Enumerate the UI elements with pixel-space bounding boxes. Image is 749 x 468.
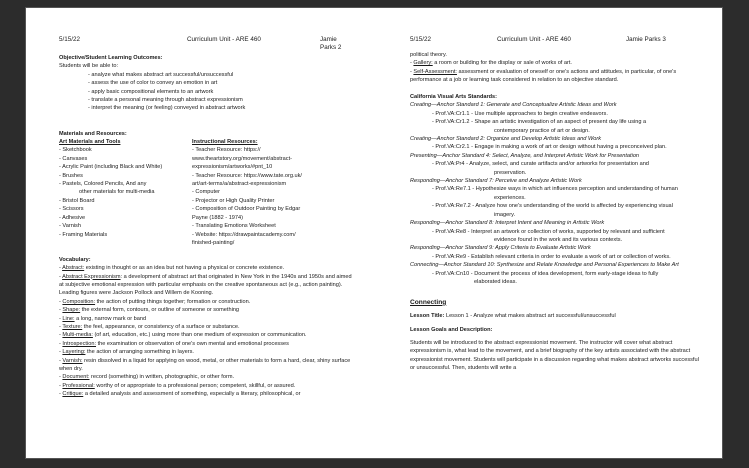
lesson-goals-heading: Lesson Goals and Description: (410, 326, 493, 333)
standard-text-cont: imagery. (494, 211, 516, 218)
objective-item: - analyze what makes abstract art successful/unsuccessful (88, 71, 234, 78)
vocab-item: - Abstract Expressionism: a development of abstract art that originated in New York in the 1940s and 1950s and aimed at subjective emotional expression with particular emphasis on the creative spontaneous act (e.g., action painting). Leading figures were Jackson Pollock and Willem de Kooning. (59, 273, 352, 297)
resource-line: expressionism/artworks/#pnt_10 (192, 164, 273, 171)
instructional-resources-heading: Instructional Resources: (192, 139, 258, 146)
resource-line: - Teacher Resource: https:// (192, 147, 261, 154)
vocab-term: Gallery: (413, 60, 433, 67)
material-item-continued: other materials for multi-media (79, 189, 155, 196)
lesson-title-label: Lesson Title: (410, 313, 445, 320)
materials-heading: Materials and Resources: (59, 130, 127, 137)
standard-item (410, 110, 702, 118)
vocab-item: - Texture: the feel, appearance, or consistency of a surface or substance. (59, 323, 240, 330)
vocab-def: record (something) in written, photographic, or other form. (89, 374, 235, 381)
lesson-title (410, 312, 702, 320)
vocab-def: the external form, contours, or outline of someone or something (80, 307, 240, 314)
material-item: - Framing Materials (59, 231, 108, 238)
standards-heading: California Visual Arts Standards: (410, 94, 498, 101)
objectives-heading: Objective/Student Learning Outcomes: (59, 55, 163, 61)
standard-text: Use multiple approaches to begin creative endeavors. (474, 110, 608, 117)
resource-line: Payne (1882 - 1974) (192, 214, 243, 221)
standard-code: - Prof.VA:Re7.2 - (432, 203, 476, 210)
resource-line: - Teacher Resource: https://www.tate.org.uk/ (192, 172, 302, 179)
vocab-def: worthy of or appropriate to a professional person; competent, skillful, or assured. (94, 382, 296, 389)
vocabulary-section (59, 256, 355, 399)
standard-text: Analyze how one's understanding of the world is affected by experiencing visual (475, 203, 673, 210)
vocab-def: resin dissolved in a liquid for applying on wood, metal, or other materials to form a hard, clear, shiny surface when dry. (59, 357, 351, 372)
resource-line: - Website: https://drawpaintacademy.com/ (192, 231, 296, 238)
vocab-term: Line: (62, 315, 75, 322)
vocab-item: - Shape: the external form, contours, or outline of someone or something (59, 307, 240, 314)
header-title: Curriculum Unit - ARE 460 (497, 36, 571, 43)
standard-item-continued (410, 236, 702, 244)
vocab-term: Abstract Expressionism (62, 273, 121, 280)
material-item: - Pastels, Colored Pencils, And any (59, 181, 147, 188)
vocab-term: Document: (62, 374, 90, 381)
page-2 (26, 8, 374, 458)
standard-code: - Prof.VA:Re8 - (432, 228, 472, 235)
vocab-item: - Gallery: a room or building for the display or sale of works of art. (410, 60, 572, 67)
standard-group-title: Presenting—Anchor Standard 4: Select, Analyze, and Interpret Artistic Work for Presentation (410, 152, 640, 159)
standard-text: Interpret an artwork or collection of works, supported by relevant and sufficient (471, 228, 665, 235)
resource-line: - Projector or High Quality Printer (192, 197, 275, 204)
vocab-item: - Introspection: the examination or observation of one's own mental and emotional processes (59, 340, 289, 347)
vocab-term: Introspection: (62, 340, 97, 347)
instructional-resources-list (192, 138, 317, 247)
connecting-heading: Connecting (410, 298, 447, 306)
material-item: - Adhesive (59, 214, 86, 221)
page-3 (374, 8, 722, 458)
standard-text-cont: experiences. (494, 194, 526, 201)
standard-item-continued (410, 194, 702, 202)
vocab-def: (of art, education, etc.) using more than one medium of expression or communication. (92, 332, 307, 339)
vocab-def: : a development of abstract art that originated in New York in the 1940s and 1950s and aimed at subjective emotional expression with particular emphasis on the creative spontaneous act (e.g., action painting). Leading figures were Jackson Pollock and Willem de Kooning. (59, 273, 352, 297)
standard-text-cont: preservation. (494, 169, 527, 176)
standard-group-title: Responding—Anchor Standard 7: Perceive and Analyze Artistic Work (410, 178, 582, 185)
resource-line: www.theartstory.org/movement/abstract- (192, 155, 292, 162)
vocab-item: - Critique: a detailed analysis and assessment of something, especially a literary, philosophical, or (59, 391, 301, 398)
vocab-term: Abstract: (62, 265, 85, 272)
objective-item: - assess the use of color to convey an emotion in art (88, 80, 218, 87)
resource-line: - Composition of Outdoor Painting by Edgar (192, 206, 301, 213)
standard-code: - Prof.VA:Re7.1 - (432, 186, 476, 193)
vocab-def: the feel, appearance, or consistency of a surface or substance. (82, 323, 240, 330)
material-item: - Bristol Board (59, 197, 95, 204)
material-item: - Varnish (59, 223, 81, 230)
standard-item-continued (410, 169, 702, 177)
vocab-def: the action of arranging something in layers. (85, 349, 194, 356)
material-item: - Sketchbook (59, 147, 92, 154)
standard-text: Analyze, select, and curate artifacts and/or artworks for presentation and (469, 161, 649, 168)
standard-code: - Prof.VA:Cn10 - (432, 270, 475, 277)
standard-text: Hypothesize ways in which art influences perception and understanding of human (475, 186, 678, 193)
standard-item (410, 228, 702, 236)
vocab-def: a detailed analysis and assessment of something, especially a literary, philosophical, or (83, 391, 301, 398)
standard-item (410, 143, 702, 151)
resource-line: - Translating Emotions Worksheet (192, 223, 276, 230)
lesson-title-text: Lesson 1 - Analyze what makes abstract art successful/unsuccessful (444, 313, 616, 320)
standard-text-cont: evidence found in the work and its various contexts. (494, 236, 623, 243)
vocab-term: Shape: (62, 307, 81, 314)
materials-columns (59, 138, 355, 247)
vocab-def: existing in thought or as an idea but not having a physical or concrete existence. (84, 265, 285, 272)
standard-item-continued (410, 278, 702, 286)
header-date: 5/15/22 (59, 36, 81, 43)
standard-group-title: Responding—Anchor Standard 9: Apply Criteria to Evaluate Artistic Work (410, 245, 591, 252)
standard-group-title: Connecting—Anchor Standard 10: Synthesize and Relate Knowledge and Personal Experiences to Make Art (410, 262, 679, 269)
header-author-page: Jamie Parks 2 (320, 36, 342, 51)
vocab-def: assessment or evaluation of oneself or one's actions and attitudes, in particular, of one's performance at a job or learning task considered in relation to an objective standard. (410, 68, 677, 84)
vocab-term: Texture: (62, 323, 83, 330)
vocab-term: Composition: (62, 298, 96, 305)
vocab-term: Multi-media: (62, 332, 93, 339)
standard-text: Shape an artistic investigation of an aspect of present day life using a (474, 119, 647, 126)
vocab-item: - Varnish: resin dissolved in a liquid for applying on wood, metal, or other materials to form a hard, clear, shiny surface when dry. (59, 357, 351, 372)
standard-code: - Prof.VA:Pr4 - (432, 161, 470, 168)
standard-code: - Prof.VA:Cr2.1 - (432, 144, 475, 151)
standard-item (410, 270, 702, 278)
vocab-def: the examination or observation of one's own mental and emotional processes (96, 340, 289, 347)
material-item: - Canvases (59, 155, 88, 162)
vocab-term: Critique: (62, 391, 84, 398)
standard-group-title: Creating—Anchor Standard 1: Generate and Conceptualize Artistic Ideas and Work (410, 102, 617, 109)
material-item: - Scissors (59, 206, 84, 213)
standard-code: - Prof.VA:Re9 - (432, 253, 472, 260)
material-item: - Acrylic Paint (including Black and White) (59, 164, 163, 171)
art-materials-heading: Art Materials and Tools (59, 139, 121, 146)
standard-code: - Prof.VA:Cr1.2 - (432, 119, 475, 126)
vocab-def: a long, narrow mark or band (74, 315, 147, 322)
lesson-goals-text: Students will be introduced to the abstract expressionist movement. The instructor will cover what abstract expressionism is, what lead to the movement, and a brief biography of the key artists associated with the abstract expressionist movement. Students will participate in a discussion regarding what makes abstract artworks successful or unsuccessful. Then, students will write a (410, 339, 699, 372)
vocab-def: the action of putting things together; formation or construction. (95, 298, 251, 305)
vocab-def: a room or building for the display or sale of works of art. (432, 60, 572, 67)
objective-item: - translate a personal meaning through abstract expressionism (88, 97, 243, 104)
objective-item: - apply basic compositional elements to an artwork (88, 88, 214, 95)
objectives-intro: Students will be able to: (59, 63, 119, 70)
standard-item-continued (410, 127, 702, 135)
resource-line: art/art-terms/a/abstract-expressionism (192, 181, 287, 188)
standard-item (410, 118, 702, 126)
standard-text-cont: elaborated ideas. (474, 278, 517, 285)
vocab-item: - Document: record (something) in written, photographic, or other form. (59, 374, 235, 381)
header-title: Curriculum Unit - ARE 460 (187, 36, 261, 43)
vocab-item: - Layering: the action of arranging something in layers. (59, 349, 194, 356)
standard-text: Engage in making a work of art or design without having a preconceived plan. (474, 144, 667, 151)
page-content (59, 54, 355, 399)
objective-item: - interpret the meaning (or feeling) conveyed in abstract artwork (88, 105, 246, 112)
standard-item (410, 253, 702, 261)
standard-group-title: Creating—Anchor Standard 2: Organize and Develop Artistic Ideas and Work (410, 136, 602, 143)
vocab-item: - Multi-media: (of art, education, etc.) using more than one medium of expression or communication. (59, 332, 307, 339)
page-content (410, 51, 702, 373)
material-item: - Brushes (59, 172, 83, 179)
standard-code: - Prof.VA:Cr1.1 - (432, 110, 475, 117)
standard-text-cont: contemporary practice of art or design. (494, 127, 590, 134)
resource-line: - Computer (192, 189, 220, 196)
standard-item (410, 202, 702, 210)
vocab-item: - Composition: the action of putting things together; formation or construction. (59, 298, 251, 305)
standard-item (410, 160, 702, 168)
vocab-item: - Abstract: existing in thought or as an idea but not having a physical or concrete existence. (59, 265, 285, 272)
vocab-item: - Self-Assessment: assessment or evaluation of oneself or one's actions and attitudes, in particular, of one's performance at a job or learning task considered in relation to an objective standard. (410, 68, 677, 84)
vocab-term: Self-Assessment: (413, 68, 457, 75)
continued-text: political theory. (410, 52, 447, 58)
vocab-term: Varnish: (62, 357, 83, 364)
standard-text: Document the process of idea development, form early-stage ideas to fully (474, 270, 659, 277)
vocab-term: Layering: (62, 349, 86, 356)
art-materials-list (59, 138, 192, 247)
vocabulary-heading: Vocabulary: (59, 256, 91, 263)
vocab-term: Professional: (62, 382, 95, 389)
standard-text: Establish relevant criteria in order to evaluate a work of art or collection of works. (471, 253, 671, 260)
standard-item (410, 185, 702, 193)
vocab-item: - Professional: worthy of or appropriate to a professional person; competent, skillful, or assured. (59, 382, 296, 389)
document-spread (26, 8, 722, 458)
header-author-page: Jamie Parks 3 (626, 36, 666, 43)
standard-item-continued (410, 211, 702, 219)
vocab-item: - Line: a long, narrow mark or band (59, 315, 147, 322)
resource-line: finished-painting/ (192, 239, 235, 246)
standard-group-title: Responding—Anchor Standard 8: Interpret Intent and Meaning in Artistic Work (410, 220, 605, 227)
header-date: 5/15/22 (410, 36, 432, 43)
